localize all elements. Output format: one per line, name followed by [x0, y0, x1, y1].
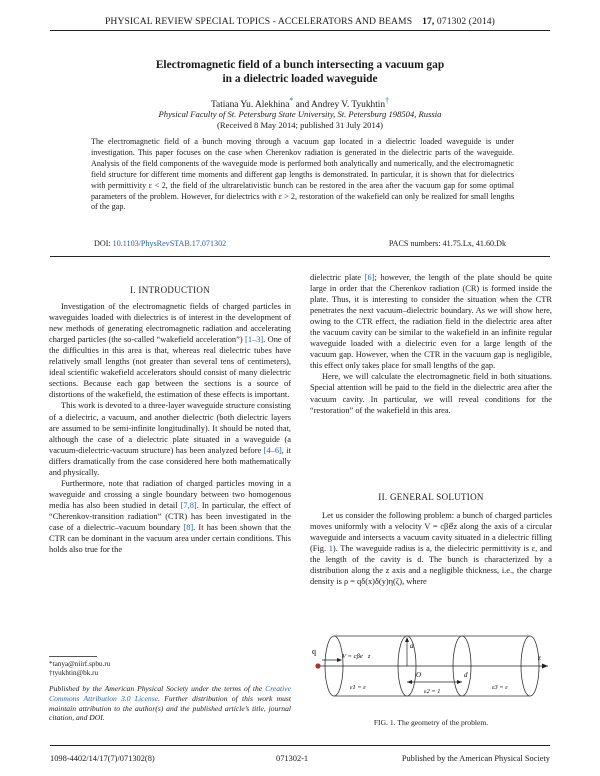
running-head	[50, 16, 550, 27]
title-line-2: in a dielectric loaded waveguide	[222, 73, 378, 85]
left-column	[49, 285, 291, 555]
solution-paragraph-1: Let us consider the following problem: a bunch of charged particles moves uniformly with a velocity V = cβe⃗z along the axis of a circular waveguide and intersects a vacuum cavity situated in a dielectric filling (Fig. 1). The waveguide radius is a, the dielectric permittivity is ε, and the length of the cavity is d. The bunch is characterized by a distribution along the z axis and a negligible thickness, i.e., the charge density is ρ = qδ(x)δ(y)η(ζ), where	[310, 511, 552, 587]
footer-publisher: Published by the American Physical Society	[401, 754, 550, 763]
intro-paragraph-3: Furthermore, note that radiation of charged particles moving in a waveguide and crossing a single boundary between two homogenous media has also been studied in detail [7,8]. In particular, the effect of “Cherenkov-transition radiation” (CTR) has been investigated in the case of a dielectric–vacuum boundary [8]. It has been shown that the CTR can be dominant in the vacuum area under certain conditions. This holds also true for the	[49, 478, 291, 555]
citation-link[interactable]: [1–3]	[245, 335, 264, 345]
title-line-1: Electromagnetic field of a bunch intersecting a vacuum gap	[155, 59, 445, 71]
author-1: Tatiana Yu. Alekhina	[210, 100, 290, 111]
right-column	[310, 272, 552, 416]
abstract-rule	[50, 256, 550, 257]
citation-link[interactable]: [6]	[364, 273, 375, 282]
footer-issn: 1098-4402/14/17(7)/071302(8)	[50, 754, 155, 763]
gap-arrowhead-left	[407, 680, 412, 684]
citation-link[interactable]: [8]	[183, 522, 194, 532]
pacs-numbers: PACS numbers: 41.75.Lx, 41.60.Dk	[388, 239, 506, 248]
volume: 17,	[422, 16, 435, 27]
authors	[60, 96, 540, 110]
article-id: 071302 (2014)	[436, 16, 495, 27]
footnotes	[49, 660, 289, 678]
z-axis-arrow	[542, 664, 548, 669]
label-z: z	[538, 654, 541, 662]
footer-rule	[50, 745, 550, 746]
authors-and: and	[295, 100, 310, 111]
journal-name: PHYSICAL REVIEW SPECIAL TOPICS - ACCELERATORS AND BEAMS	[105, 16, 413, 27]
label-eps1: ε1 = ε	[350, 684, 366, 691]
author-1-mark[interactable]: *	[289, 96, 294, 105]
abstract: The electromagnetic field of a bunch moving through a vacuum gap located in a dielectric loaded waveguide is under investigation. This paper focuses on the case when Cherenkov radiation is generated in the dielectric parts of the waveguide. Analysis of the field components of the waveguide mode is performed both analytically and numerically, and the electromagnetic field structure for different time moments and different gap lengths is demonstrated. In particular, it is shown that for dielectrics with permittivity ε < 2, the field of the ultrarelativistic bunch can be restored in the area after the vacuum gap for some optimal parameters of the problem. However, for dielectrics with ε > 2, restoration of the wakefield can only be realized for small lengths of the gap.	[91, 137, 514, 212]
footer-page-number: 071302-1	[276, 754, 309, 763]
right-paragraph-2: Here, we will calculate the electromagnetic field in both situations. Special attention will be paid to the field in the dielectric area after the vacuum cavity. In particular, we will reveal conditions for the “restoration” of the wakefield in this area.	[310, 372, 552, 415]
label-eps3: ε3 = ε	[492, 684, 508, 691]
label-a: a	[410, 642, 414, 650]
doi-link[interactable]: 10.1103/PhysRevSTAB.17.071302	[112, 239, 227, 248]
figure-1-geometry	[312, 633, 552, 707]
radius-arrowhead	[405, 637, 409, 642]
figure-link[interactable]: 1	[328, 544, 333, 554]
license-link[interactable]: Creative Commons Attribution 3.0 License	[49, 684, 291, 703]
author-2-mark[interactable]: †	[385, 96, 390, 105]
citation-link[interactable]: [7,8]	[180, 500, 197, 510]
label-d: d	[464, 671, 468, 679]
figure-1-caption: FIG. 1. The geometry of the problem.	[373, 718, 489, 727]
section-heading-general-solution: II. GENERAL SOLUTION	[378, 492, 484, 502]
received-date: (Received 8 May 2014; published 31 July 2014)	[217, 120, 383, 130]
label-q: q	[312, 647, 316, 656]
author-2: Andrey V. Tyukhtin	[311, 100, 386, 111]
intro-paragraph-2: This work is devoted to a three-layer waveguide structure consisting of a dielectric, a vacuum, and another dielectric (both dielectric layers are assumed to be semi-infinite longitudinally). It should be noted that, although the case of a dielectric plate situated in a waveguide (a vacuum-dielectric-vacuum structure) has been analyzed before [4–6], it differs dramatically from the case considered here both mathematically and physically.	[49, 401, 291, 477]
paper-title	[60, 58, 540, 86]
intro-paragraph-1: Investigation of the electromagnetic fields of charged particles in waveguides loaded with dielectrics is of interest in the development of new methods of generating electromagnetic radiation and accelerating charged particles (the so-called “wakefield acceleration”) [1–3]. One of the difficulties in this area is that, whereas real dielectric tubes have relatively small lengths (not greater than several tens of centimeters), ideal scientific wakefield accelerators should consist of many dielectric sections. Because each gap between the sections is a source of distortions of the wakefield, the estimation of these effects is important.	[49, 302, 291, 400]
doi-line	[94, 239, 226, 248]
license-notice: Published by the American Physical Society under the terms of the Creative Commons Attribution 3.0 License. Further distribution of this work must maintain attribution to the author(s) and the published article’s title, journal citation, and DOI.	[49, 684, 291, 723]
label-velocity: V = cβe⃗z	[342, 653, 371, 660]
header-rule	[50, 30, 550, 31]
section-heading-introduction: I. INTRODUCTION	[130, 285, 210, 295]
footnote-email-1[interactable]: *tanya@niirf.spbu.ru	[49, 660, 111, 668]
right-paragraph-1: dielectric plate [6]; however, the length of the plate should be quite large in order that the Cherenkov radiation (CR) is formed inside the plate. Thus, it is interesting to consider the situation when the CTR penetrates the next vacuum–dielectric boundary. As we will show here, owing to the CTR effect, the radiation field in the dielectric area after the vacuum cavity can be similar to the wakefield in an infinite regular waveguide loaded with a dielectric even for a large length of the vacuum gap. However, when the CTR in the vacuum gap is negligible, this effect only takes place for small lengths of the gap.	[310, 273, 552, 371]
affiliation: Physical Faculty of St. Petersburg State University, St. Petersburg 198504, Russia	[158, 109, 442, 119]
general-solution-section	[310, 492, 552, 587]
citation-link[interactable]: [4–6]	[263, 445, 282, 455]
charge-dot	[315, 663, 320, 668]
label-eps2: ε2 = 1	[424, 688, 441, 695]
doi-label: DOI:	[94, 239, 111, 248]
label-origin: O	[416, 671, 422, 679]
gap-arrowhead-right	[457, 680, 462, 684]
footnote-rule	[49, 656, 97, 657]
footnote-email-2[interactable]: †tyukhtin@bk.ru	[49, 669, 99, 677]
